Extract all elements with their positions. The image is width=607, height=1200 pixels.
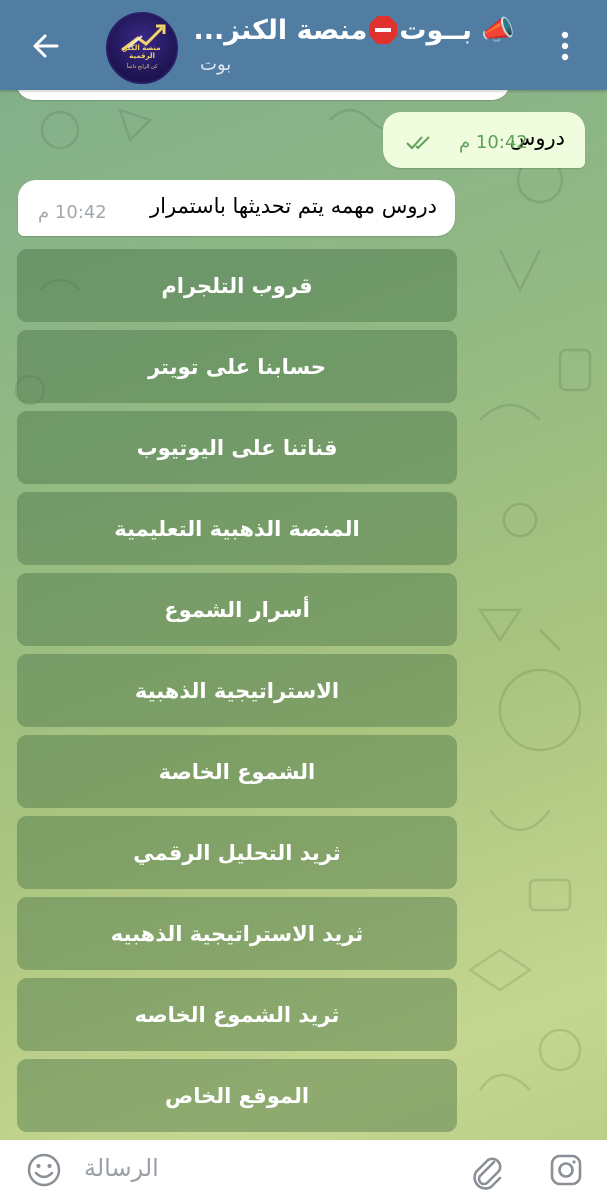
arrow-left-icon [31,31,61,61]
message-input-bar [0,1140,607,1200]
back-button[interactable] [22,22,70,70]
double-check-icon [405,134,433,150]
chat-title-start: 📣 بــوت [399,15,515,46]
message-text: دروس مهمه يتم تحديثها باستمرار [149,194,437,218]
keyboard-button-golden-platform[interactable]: المنصة الذهبية التعليمية [17,492,457,565]
keyboard-button-thread-digital-analysis[interactable]: ثريد التحليل الرقمي [17,816,457,889]
avatar-logo-text: منصة الكنز الرقمية [123,44,161,60]
chat-header [0,0,607,90]
emoji-button[interactable] [24,1150,64,1190]
avatar-logo-subtext: كن الرابح دائماً [126,64,158,70]
keyboard-button-thread-golden-strategy[interactable]: ثريد الاستراتيجية الذهبيه [17,897,457,970]
keyboard-button-telegram-group[interactable]: قروب التلجرام [17,249,457,322]
camera-button[interactable] [546,1150,586,1190]
incoming-message[interactable] [18,180,455,236]
inline-keyboard [17,249,457,1140]
keyboard-button-special-website[interactable]: الموقع الخاص [17,1059,457,1132]
stop-sign-icon [369,16,397,44]
attach-button[interactable] [466,1148,506,1192]
chat-subtitle: بوت [200,54,232,75]
more-menu-button[interactable] [545,26,585,66]
keyboard-button-thread-special-candles[interactable]: ثريد الشموع الخاصه [17,978,457,1051]
keyboard-button-twitter[interactable]: حسابنا على تويتر [17,330,457,403]
message-time: 10:42 م [459,132,528,153]
keyboard-button-candle-secrets[interactable]: أسرار الشموع [17,573,457,646]
chat-title[interactable] [194,14,516,46]
keyboard-button-golden-strategy[interactable]: الاستراتيجية الذهبية [17,654,457,727]
chat-title-end: منصة الكنز... [193,14,368,46]
message-input[interactable]: الرسالة [84,1154,159,1182]
keyboard-button-special-candles[interactable]: الشموع الخاصة [17,735,457,808]
keyboard-button-youtube[interactable]: قناتنا على اليوتيوب [17,411,457,484]
outgoing-message[interactable] [383,112,585,168]
avatar[interactable] [106,12,178,84]
message-time: 10:42 م [38,202,107,223]
paperclip-icon [466,1148,506,1192]
smiley-icon [24,1150,64,1190]
camera-icon [546,1150,586,1190]
message-text: دروس [509,126,565,150]
more-vertical-icon [560,30,570,62]
